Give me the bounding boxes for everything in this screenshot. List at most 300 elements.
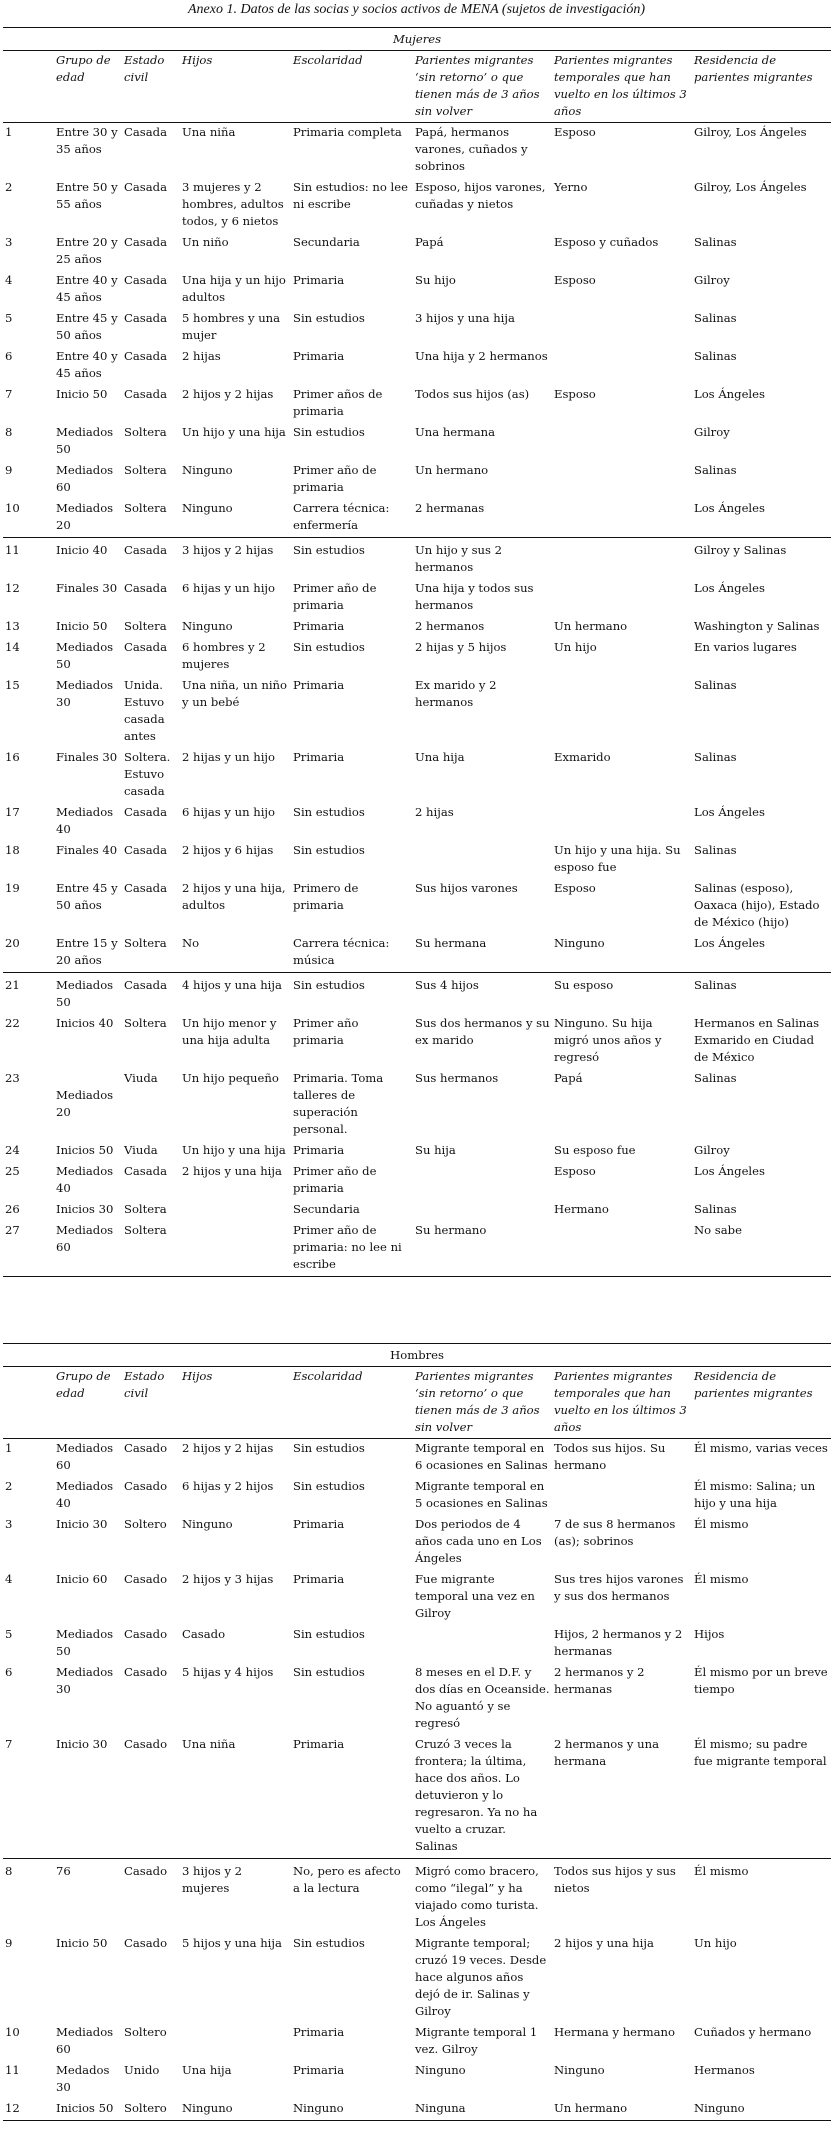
cell-civil-status: Unida. Estuvo casada antes — [124, 678, 165, 743]
cell-migrant-relatives-residence: Cuñados y hermano — [694, 2025, 812, 2039]
cell-schooling: Sin estudios — [293, 1627, 365, 1641]
cell-age-group: Inicios 50 — [56, 1143, 114, 1157]
cell-schooling: Primaria — [293, 273, 345, 287]
cell-civil-status: Soltera — [124, 425, 167, 439]
table-row — [3, 1570, 831, 1625]
cell-schooling: Secundaria — [293, 235, 360, 249]
cell-permanent-migrant-relatives: Ex marido y 2 hermanos — [415, 678, 497, 709]
cell-permanent-migrant-relatives: Una hermana — [415, 425, 495, 439]
cell-age-group: Mediados 40 — [56, 1479, 114, 1510]
cell-age-group: Inicio 50 — [56, 619, 108, 633]
cell-temporary-migrant-relatives: Papá — [554, 1071, 583, 1085]
cell-permanent-migrant-relatives — [413, 1200, 552, 1221]
cell-age-group: Mediados 60 — [56, 463, 114, 494]
cell-children: 6 hijas y un hijo — [182, 805, 275, 819]
cell-row-number: 16 — [5, 750, 20, 764]
cell-schooling: Sin estudios — [293, 1665, 365, 1679]
cell-age-group: Finales 40 — [56, 843, 118, 857]
cell-children: 2 hijas — [182, 349, 221, 363]
cell-temporary-migrant-relatives — [552, 347, 692, 385]
column-headers — [3, 51, 831, 123]
cell-migrant-relatives-residence: Él mismo — [694, 1572, 749, 1586]
cell-row-number: 8 — [3, 1859, 54, 1935]
cell-schooling: Sin estudios — [293, 1479, 365, 1493]
cell-permanent-migrant-relatives: 3 hijos y una hija — [415, 311, 515, 325]
cell-migrant-relatives-residence: Salinas — [694, 678, 737, 692]
cell-temporary-migrant-relatives: Todos sus hijos y sus nietos — [552, 1859, 692, 1935]
cell-schooling: Primer años de primaria — [293, 387, 383, 418]
table-row — [3, 461, 831, 499]
cell-row-number: 24 — [5, 1143, 20, 1157]
cell-schooling: Primaria — [293, 1143, 345, 1157]
cell-civil-status: Soltero — [122, 2099, 180, 2121]
cell-row-number: 3 — [5, 1517, 13, 1531]
cell-age-group: Entre 15 y 20 años — [56, 936, 118, 967]
cell-migrant-relatives-residence: Salinas — [694, 463, 737, 477]
table-row — [3, 617, 831, 638]
cell-children: Ninguno — [182, 1517, 233, 1531]
cell-row-number: 26 — [5, 1202, 20, 1216]
cell-permanent-migrant-relatives: Ninguno — [415, 2063, 466, 2077]
cell-migrant-relatives-residence: Salinas — [694, 1071, 737, 1085]
cell-temporary-migrant-relatives: 7 de sus 8 hermanos (as); sobrinos — [554, 1517, 676, 1548]
cell-permanent-migrant-relatives: Una hija y todos sus hermanos — [415, 581, 534, 612]
cell-temporary-migrant-relatives: Todos sus hijos. Su hermano — [554, 1441, 666, 1472]
cell-age-group: Mediados 40 — [56, 805, 114, 836]
table-row — [3, 123, 831, 179]
cell-schooling: Primaria — [293, 750, 345, 764]
cell-age-group: Mediados 20 — [56, 501, 114, 532]
cell-children: Un hijo pequeño — [182, 1071, 279, 1085]
table-row — [3, 1663, 831, 1735]
cell-civil-status: Soltera — [124, 619, 167, 633]
header-children: Hijos — [180, 1367, 291, 1439]
cell-age-group: Mediados 50 — [54, 973, 122, 1015]
header-children: Hijos — [180, 51, 291, 123]
cell-children: Ninguno — [182, 463, 233, 477]
cell-civil-status: Casada — [124, 640, 167, 654]
cell-schooling: Secundaria — [293, 1202, 360, 1216]
cell-permanent-migrant-relatives: Papá, hermanos varones, cuñados y sobrinos — [415, 125, 528, 173]
cell-schooling: Ninguno — [291, 2099, 413, 2121]
cell-migrant-relatives-residence: Hermanos en Salinas Exmarido en Ciudad de México — [694, 1016, 820, 1064]
cell-schooling: Sin estudios — [293, 311, 365, 325]
cell-age-group: Mediados 50 — [56, 640, 114, 671]
cell-children: Una niña — [182, 1737, 236, 1751]
cell-civil-status: Soltera — [124, 1202, 167, 1216]
cell-row-number: 9 — [5, 463, 13, 477]
cell-age-group: Inicio 40 — [54, 538, 122, 580]
cell-migrant-relatives-residence: Salinas — [694, 235, 737, 249]
cell-children: 2 hijos y 2 hijas — [182, 387, 274, 401]
cell-permanent-migrant-relatives — [413, 841, 552, 879]
cell-age-group: Mediados 60 — [54, 1221, 122, 1277]
table-row — [3, 178, 831, 233]
cell-schooling: Primaria completa — [293, 125, 402, 139]
cell-schooling: Primaria — [293, 1737, 345, 1751]
cell-temporary-migrant-relatives: Esposo — [554, 273, 596, 287]
cell-row-number: 6 — [5, 1665, 13, 1679]
cell-permanent-migrant-relatives — [413, 1162, 552, 1200]
table-row — [3, 1200, 831, 1221]
cell-age-group: Inicio 30 — [56, 1737, 108, 1751]
cell-children: No — [182, 936, 200, 950]
cell-permanent-migrant-relatives: Migrante temporal 1 vez. Gilroy — [415, 2025, 538, 2056]
cell-schooling: Sin estudios — [291, 973, 413, 1015]
cell-migrant-relatives-residence: Los Ángeles — [694, 581, 765, 595]
cell-age-group: Entre 40 y 45 años — [56, 273, 118, 304]
header-permanent-migrant-relatives: Parientes migrantes ‘sin retorno’ o que tienen más de 3 años sin volver — [413, 1367, 552, 1439]
cell-schooling: Primaria — [293, 2025, 345, 2039]
cell-civil-status: Soltera — [124, 936, 167, 950]
cell-schooling: Primaria. Toma talleres de superación personal. — [293, 1071, 384, 1136]
cell-row-number: 21 — [3, 973, 54, 1015]
cell-civil-status: Viuda — [124, 1143, 158, 1157]
cell-children: 2 hijos y una hija — [182, 1164, 282, 1178]
cell-schooling: Sin estudios — [293, 640, 365, 654]
cell-civil-status: Soltera — [124, 1016, 167, 1030]
cell-temporary-migrant-relatives — [552, 1221, 692, 1277]
cell-row-number: 3 — [5, 235, 13, 249]
table-row — [3, 1515, 831, 1570]
cell-temporary-migrant-relatives: Exmarido — [554, 750, 611, 764]
cell-permanent-migrant-relatives: Migrante temporal en 6 ocasiones en Salinas — [415, 1441, 548, 1472]
cell-row-number: 7 — [5, 387, 13, 401]
header-temporary-migrant-relatives: Parientes migrantes temporales que han vuelto en los últimos 3 años — [552, 1367, 692, 1439]
cell-temporary-migrant-relatives: Hermano — [554, 1202, 609, 1216]
table-row — [3, 1625, 831, 1663]
cell-civil-status: Casada — [124, 805, 167, 819]
table-row — [3, 271, 831, 309]
cell-civil-status: Casada — [124, 1164, 167, 1178]
cell-temporary-migrant-relatives: Hijos, 2 hermanos y 2 hermanas — [554, 1627, 683, 1658]
cell-row-number: 2 — [5, 1479, 13, 1493]
cell-migrant-relatives-residence: Washington y Salinas — [694, 619, 820, 633]
cell-permanent-migrant-relatives: Su hijo — [415, 273, 456, 287]
cell-permanent-migrant-relatives: Ninguna — [413, 2099, 552, 2121]
mujeres-table — [3, 27, 831, 1277]
table-row — [3, 973, 831, 1015]
cell-children: 6 hombres y 2 mujeres — [182, 640, 266, 671]
cell-row-number: 13 — [5, 619, 20, 633]
cell-permanent-migrant-relatives: Fue migrante temporal una vez en Gilroy — [415, 1572, 535, 1620]
cell-migrant-relatives-residence: Él mismo, varias veces — [694, 1441, 828, 1455]
cell-migrant-relatives-residence: Gilroy y Salinas — [692, 538, 831, 580]
cell-row-number: 22 — [5, 1016, 20, 1030]
cell-temporary-migrant-relatives — [552, 803, 692, 841]
cell-children: 5 hombres y una mujer — [182, 311, 281, 342]
cell-migrant-relatives-residence: Salinas (esposo), Oaxaca (hijo), Estado de México (hijo) — [694, 881, 820, 929]
table-row — [3, 676, 831, 748]
cell-civil-status: Casado — [124, 1737, 168, 1751]
cell-temporary-migrant-relatives — [552, 676, 692, 748]
cell-children: Una hija — [182, 2063, 232, 2077]
cell-civil-status: Soltero — [124, 1517, 167, 1531]
cell-permanent-migrant-relatives: Un hermano — [415, 463, 489, 477]
cell-temporary-migrant-relatives — [552, 579, 692, 617]
cell-migrant-relatives-residence: Los Ángeles — [694, 387, 765, 401]
cell-row-number: 4 — [5, 1572, 13, 1586]
cell-schooling: Primaria — [293, 619, 345, 633]
cell-temporary-migrant-relatives: 2 hijos y una hija — [554, 1936, 654, 1950]
cell-permanent-migrant-relatives: Sus hijos varones — [415, 881, 518, 895]
cell-row-number: 6 — [5, 349, 13, 363]
cell-children: Casado — [182, 1627, 226, 1641]
header-row-number — [3, 51, 54, 123]
cell-age-group: Inicios 50 — [54, 2099, 122, 2121]
cell-permanent-migrant-relatives: Su hermano — [413, 1221, 552, 1277]
cell-row-number: 19 — [5, 881, 20, 895]
cell-age-group: Finales 30 — [56, 750, 118, 764]
cell-migrant-relatives-residence: Él mismo; su padre fue migrante temporal — [694, 1737, 827, 1768]
cell-migrant-relatives-residence: No sabe — [692, 1221, 831, 1277]
cell-permanent-migrant-relatives: 2 hijas y 5 hijos — [415, 640, 507, 654]
cell-permanent-migrant-relatives: Papá — [415, 235, 444, 249]
cell-temporary-migrant-relatives: Hermana y hermano — [554, 2025, 675, 2039]
cell-schooling: Primer año de primaria: no lee ni escribe — [291, 1221, 413, 1277]
table-row — [3, 638, 831, 676]
cell-row-number: 25 — [5, 1164, 20, 1178]
cell-civil-status: Casada — [124, 881, 167, 895]
cell-permanent-migrant-relatives: Un hijo y sus 2 hermanos — [413, 538, 552, 580]
cell-permanent-migrant-relatives: Sus dos hermanos y su ex marido — [415, 1016, 550, 1047]
table-row — [3, 233, 831, 271]
cell-children: 2 hijas y un hijo — [182, 750, 275, 764]
section-label: Mujeres — [3, 28, 831, 51]
cell-row-number: 14 — [5, 640, 20, 654]
cell-schooling: Sin estudios — [293, 1441, 365, 1455]
cell-temporary-migrant-relatives — [552, 538, 692, 580]
cell-row-number: 15 — [5, 678, 20, 692]
cell-permanent-migrant-relatives: Migrante temporal en 5 ocasiones en Salinas — [415, 1479, 548, 1510]
cell-migrant-relatives-residence: Hijos — [694, 1627, 725, 1641]
cell-temporary-migrant-relatives: Su esposo — [552, 973, 692, 1015]
cell-migrant-relatives-residence: En varios lugares — [694, 640, 797, 654]
cell-migrant-relatives-residence: Salinas — [694, 1202, 737, 1216]
cell-schooling: Sin estudios: no lee ni escribe — [293, 180, 408, 211]
cell-schooling: Primaria — [293, 1572, 345, 1586]
table-row — [3, 579, 831, 617]
cell-age-group: Entre 45 y 50 años — [56, 311, 118, 342]
cell-row-number: 1 — [5, 1441, 13, 1455]
table-row — [3, 309, 831, 347]
cell-age-group: Inicios 30 — [56, 1202, 114, 1216]
cell-civil-status: Casado — [124, 1479, 168, 1493]
cell-children: 6 hijas y 2 hijos — [182, 1479, 274, 1493]
table-row — [3, 1141, 831, 1162]
cell-temporary-migrant-relatives — [552, 499, 692, 538]
cell-temporary-migrant-relatives: Esposo — [554, 125, 596, 139]
cell-age-group: Mediados 60 — [56, 1441, 114, 1472]
hombres-table — [3, 1343, 831, 2121]
cell-row-number: 18 — [5, 843, 20, 857]
cell-migrant-relatives-residence: Salinas — [694, 349, 737, 363]
cell-migrant-relatives-residence: Salinas — [692, 973, 831, 1015]
cell-temporary-migrant-relatives — [552, 461, 692, 499]
cell-age-group: Entre 50 y 55 años — [56, 180, 118, 211]
cell-civil-status: Casada — [124, 581, 167, 595]
cell-children: Un hijo y una hija — [182, 1143, 286, 1157]
cell-civil-status: Unido — [124, 2063, 160, 2077]
cell-temporary-migrant-relatives: Ninguno — [554, 936, 605, 950]
table-row — [3, 803, 831, 841]
cell-civil-status: Casado — [124, 1572, 168, 1586]
cell-temporary-migrant-relatives — [552, 1477, 692, 1515]
cell-migrant-relatives-residence: Gilroy, Los Ángeles — [694, 180, 807, 194]
cell-children: Una niña — [182, 125, 236, 139]
cell-schooling: Primaria — [293, 2063, 345, 2077]
cell-permanent-migrant-relatives: Cruzó 3 veces la frontera; la última, hace dos años. Lo detuvieron y lo regresaron. Ya no ha vuelto a cruzar. Salinas — [415, 1737, 538, 1853]
header-civil-status: Estado civil — [122, 51, 180, 123]
cell-migrant-relatives-residence: Los Ángeles — [694, 1164, 765, 1178]
cell-migrant-relatives-residence: Gilroy — [694, 1143, 730, 1157]
cell-permanent-migrant-relatives: 8 meses en el D.F. y dos días en Oceanside. No aguantó y se regresó — [415, 1665, 550, 1730]
cell-civil-status: Casada — [122, 538, 180, 580]
cell-row-number: 8 — [5, 425, 13, 439]
table-row — [3, 1477, 831, 1515]
cell-children: Ninguno — [182, 619, 233, 633]
cell-migrant-relatives-residence: Salinas — [694, 750, 737, 764]
cell-children: 2 hijos y una hija, adultos — [182, 881, 286, 912]
cell-temporary-migrant-relatives: Un hijo y una hija. Su esposo fue — [554, 843, 681, 874]
cell-row-number: 27 — [3, 1221, 54, 1277]
header-age-group: Grupo de edad — [54, 1367, 122, 1439]
cell-row-number: 12 — [3, 2099, 54, 2121]
table-row — [3, 1014, 831, 1069]
cell-permanent-migrant-relatives: Sus 4 hijos — [413, 973, 552, 1015]
cell-permanent-migrant-relatives: Una hija y 2 hermanos — [415, 349, 548, 363]
annex-title: Anexo 1. Datos de las socias y socios activos de MENA (sujetos de investigación) — [188, 2, 645, 17]
cell-migrant-relatives-residence: Gilroy, Los Ángeles — [694, 125, 807, 139]
cell-temporary-migrant-relatives: Esposo — [554, 387, 596, 401]
table-row — [3, 2023, 831, 2061]
cell-row-number: 4 — [5, 273, 13, 287]
table-row — [3, 1859, 831, 1935]
cell-schooling: Primaria — [293, 1517, 345, 1531]
cell-migrant-relatives-residence: Él mismo — [694, 1517, 749, 1531]
cell-row-number: 10 — [5, 501, 20, 515]
header-row-number — [3, 1367, 54, 1439]
cell-civil-status: Casada — [124, 235, 167, 249]
cell-children: 3 mujeres y 2 hombres, adultos todos, y 6 nietos — [182, 180, 284, 228]
cell-children: 2 hijos y 6 hijas — [182, 843, 274, 857]
header-migrant-relatives-residence: Residencia de parientes migrantes — [692, 1367, 831, 1439]
cell-civil-status: Soltera — [122, 1221, 180, 1277]
cell-schooling: Sin estudios — [293, 843, 365, 857]
cell-children: 2 hijos y 2 hijas — [182, 1441, 274, 1455]
header-age-group: Grupo de edad — [54, 51, 122, 123]
cell-schooling: Primer año de primaria — [293, 581, 377, 612]
cell-age-group: Mediados 30 — [56, 1665, 114, 1696]
cell-schooling: Carrera técnica: enfermería — [293, 501, 390, 532]
cell-temporary-migrant-relatives: Su esposo fue — [554, 1143, 636, 1157]
table-row — [3, 1162, 831, 1200]
table-row — [3, 2061, 831, 2099]
cell-age-group: Entre 45 y 50 años — [56, 881, 118, 912]
cell-children: Un niño — [182, 235, 229, 249]
cell-children: 5 hijos y una hija — [182, 1936, 282, 1950]
table-row — [3, 347, 831, 385]
cell-migrant-relatives-residence: Los Ángeles — [694, 501, 765, 515]
cell-schooling: Primero de primaria — [293, 881, 359, 912]
cell-schooling: Sin estudios — [293, 805, 365, 819]
cell-row-number: 20 — [5, 936, 20, 950]
cell-row-number: 7 — [5, 1737, 13, 1751]
cell-row-number: 9 — [5, 1936, 13, 1950]
cell-age-group: Inicio 30 — [56, 1517, 108, 1531]
cell-migrant-relatives-residence: Salinas — [694, 311, 737, 325]
cell-row-number: 23 — [5, 1071, 20, 1085]
table-row — [3, 499, 831, 538]
cell-permanent-migrant-relatives: Migrante temporal; cruzó 19 veces. Desde hace algunos años dejó de ir. Salinas y Gilroy — [415, 1936, 547, 2018]
cell-migrant-relatives-residence: Salinas — [694, 843, 737, 857]
cell-civil-status: Soltero — [124, 2025, 167, 2039]
cell-age-group: Mediados 30 — [56, 678, 114, 709]
cell-civil-status: Casada — [124, 180, 167, 194]
table-row — [3, 879, 831, 934]
cell-civil-status: Casada — [124, 125, 167, 139]
header-migrant-relatives-residence: Residencia de parientes migrantes — [692, 51, 831, 123]
cell-children — [180, 1200, 291, 1221]
cell-row-number: 11 — [3, 538, 54, 580]
table-row — [3, 1069, 831, 1141]
cell-schooling: Primaria — [293, 349, 345, 363]
cell-age-group: Mediados 20 — [56, 1088, 114, 1119]
cell-children: 2 hijos y 3 hijas — [182, 1572, 274, 1586]
section-label: Hombres — [3, 1344, 831, 1367]
cell-temporary-migrant-relatives: Un hermano — [552, 2099, 692, 2121]
cell-schooling: Sin estudios — [293, 1936, 365, 1950]
cell-children: Una niña, un niño y un bebé — [182, 678, 288, 709]
cell-temporary-migrant-relatives: Esposo y cuñados — [554, 235, 659, 249]
cell-schooling: No, pero es afecto a la lectura — [291, 1859, 413, 1935]
cell-children — [180, 1221, 291, 1277]
cell-age-group: Entre 30 y 35 años — [56, 125, 118, 156]
cell-civil-status: Casado — [124, 1665, 168, 1679]
cell-migrant-relatives-residence: Él mismo: Salina; un hijo y una hija — [694, 1479, 816, 1510]
table-row — [3, 841, 831, 879]
cell-schooling: Carrera técnica: música — [293, 936, 390, 967]
cell-migrant-relatives-residence: Hermanos — [694, 2063, 755, 2077]
cell-age-group: Inicio 50 — [56, 1936, 108, 1950]
table-row — [3, 2099, 831, 2121]
cell-children: 6 hijas y un hijo — [182, 581, 275, 595]
cell-migrant-relatives-residence: Gilroy — [694, 273, 730, 287]
cell-permanent-migrant-relatives: Migró como bracero, como “ilegal” y ha viajado como turista. Los Ángeles — [413, 1859, 552, 1935]
cell-civil-status: Casado — [124, 1627, 168, 1641]
cell-migrant-relatives-residence: Él mismo por un breve tiempo — [694, 1665, 828, 1696]
column-headers — [3, 1367, 831, 1439]
cell-civil-status: Casada — [122, 973, 180, 1015]
cell-row-number: 5 — [5, 311, 13, 325]
table-row — [3, 423, 831, 461]
cell-migrant-relatives-residence: Los Ángeles — [694, 805, 765, 819]
cell-row-number: 11 — [5, 2063, 20, 2077]
cell-migrant-relatives-residence: Gilroy — [694, 425, 730, 439]
cell-age-group: Entre 20 y 25 años — [56, 235, 118, 266]
cell-children: 4 hijos y una hija — [180, 973, 291, 1015]
cell-permanent-migrant-relatives: Sus hermanos — [415, 1071, 499, 1085]
cell-permanent-migrant-relatives: 2 hermanas — [415, 501, 485, 515]
cell-row-number: 1 — [5, 125, 13, 139]
table-row — [3, 1221, 831, 1277]
cell-civil-status: Casado — [122, 1859, 180, 1935]
cell-civil-status: Casada — [124, 843, 167, 857]
table-row — [3, 385, 831, 423]
cell-civil-status: Casada — [124, 349, 167, 363]
cell-permanent-migrant-relatives: 2 hijas — [415, 805, 454, 819]
cell-row-number: 17 — [5, 805, 20, 819]
